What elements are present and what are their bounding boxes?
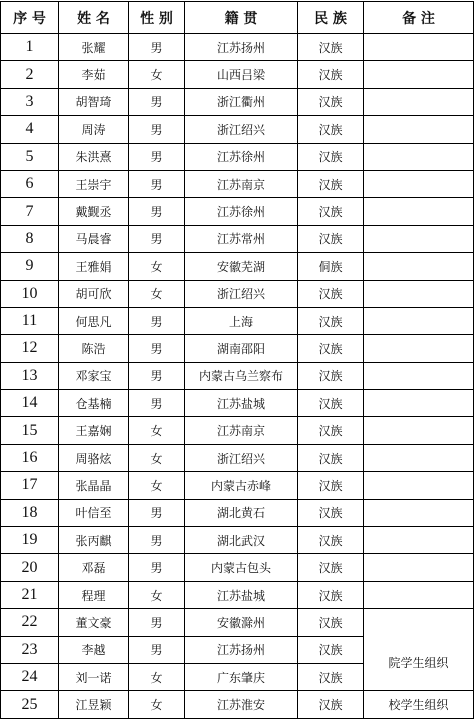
cell-gender: 男 [129, 307, 185, 334]
cell-index: 1 [1, 34, 59, 61]
table-row [1, 417, 474, 444]
cell-gender: 男 [129, 34, 185, 61]
table-row [1, 390, 474, 417]
cell-name: 王雅娟 [59, 253, 129, 280]
cell-index: 14 [1, 390, 59, 417]
cell-notes [364, 417, 474, 444]
cell-ethnicity: 汉族 [298, 116, 364, 143]
table-row [1, 581, 474, 608]
cell-name: 李越 [59, 636, 129, 663]
cell-name: 戴觐丞 [59, 198, 129, 225]
table-row [1, 472, 474, 499]
cell-gender: 女 [129, 280, 185, 307]
cell-ethnicity: 汉族 [298, 143, 364, 170]
table-row [1, 691, 474, 718]
cell-origin: 广东肇庆 [185, 663, 298, 690]
table-body [1, 34, 474, 719]
cell-name: 邓家宝 [59, 362, 129, 389]
table-row [1, 335, 474, 362]
cell-ethnicity: 汉族 [298, 198, 364, 225]
cell-notes [364, 444, 474, 471]
cell-ethnicity: 汉族 [298, 472, 364, 499]
cell-name: 董文豪 [59, 609, 129, 636]
cell-gender: 男 [129, 390, 185, 417]
cell-index: 22 [1, 609, 59, 636]
cell-origin: 浙江绍兴 [185, 280, 298, 307]
table-row [1, 499, 474, 526]
cell-index: 17 [1, 472, 59, 499]
cell-name: 张丙麒 [59, 527, 129, 554]
cell-gender: 男 [129, 88, 185, 115]
cell-ethnicity: 汉族 [298, 581, 364, 608]
cell-origin: 浙江衢州 [185, 88, 298, 115]
cell-index: 3 [1, 88, 59, 115]
header-row [1, 2, 474, 34]
cell-notes [364, 307, 474, 334]
cell-notes [364, 554, 474, 581]
cell-gender: 男 [129, 335, 185, 362]
cell-gender: 男 [129, 362, 185, 389]
cell-name: 胡可欣 [59, 280, 129, 307]
cell-name: 叶信至 [59, 499, 129, 526]
cell-ethnicity: 汉族 [298, 61, 364, 88]
table-row [1, 527, 474, 554]
cell-name: 周涛 [59, 116, 129, 143]
cell-origin: 内蒙古乌兰察布 [185, 362, 298, 389]
table-row [1, 609, 474, 636]
cell-origin: 江苏常州 [185, 225, 298, 252]
cell-ethnicity: 汉族 [298, 307, 364, 334]
cell-ethnicity: 汉族 [298, 417, 364, 444]
cell-ethnicity: 汉族 [298, 663, 364, 690]
header-gender: 性 别 [129, 2, 185, 34]
table-row [1, 362, 474, 389]
table-row [1, 143, 474, 170]
cell-ethnicity: 汉族 [298, 527, 364, 554]
cell-index: 5 [1, 143, 59, 170]
header-ethnicity: 民 族 [298, 2, 364, 34]
cell-origin: 江苏徐州 [185, 143, 298, 170]
cell-notes [364, 472, 474, 499]
cell-ethnicity: 汉族 [298, 390, 364, 417]
cell-origin: 湖南邵阳 [185, 335, 298, 362]
cell-notes [364, 362, 474, 389]
cell-ethnicity: 汉族 [298, 225, 364, 252]
cell-index: 25 [1, 691, 59, 718]
cell-name: 周骆炫 [59, 444, 129, 471]
cell-notes-group-a: 院学生组织 [364, 609, 474, 691]
cell-notes [364, 335, 474, 362]
cell-origin: 江苏盐城 [185, 390, 298, 417]
cell-gender: 男 [129, 170, 185, 197]
cell-origin: 安徽滁州 [185, 609, 298, 636]
cell-gender: 女 [129, 61, 185, 88]
cell-ethnicity: 汉族 [298, 444, 364, 471]
cell-index: 23 [1, 636, 59, 663]
cell-index: 18 [1, 499, 59, 526]
cell-index: 6 [1, 170, 59, 197]
table-row [1, 225, 474, 252]
cell-notes [364, 170, 474, 197]
cell-index: 4 [1, 116, 59, 143]
cell-ethnicity: 汉族 [298, 609, 364, 636]
cell-gender: 女 [129, 581, 185, 608]
cell-ethnicity: 侗族 [298, 253, 364, 280]
cell-name: 张耀 [59, 34, 129, 61]
header-origin: 籍 贯 [185, 2, 298, 34]
cell-index: 8 [1, 225, 59, 252]
cell-ethnicity: 汉族 [298, 636, 364, 663]
cell-name: 江昱颖 [59, 691, 129, 718]
cell-ethnicity: 汉族 [298, 170, 364, 197]
cell-origin: 江苏南京 [185, 417, 298, 444]
cell-name: 朱洪熹 [59, 143, 129, 170]
cell-name: 马晨睿 [59, 225, 129, 252]
table-row [1, 88, 474, 115]
cell-origin: 湖北黄石 [185, 499, 298, 526]
cell-origin: 安徽芜湖 [185, 253, 298, 280]
cell-index: 16 [1, 444, 59, 471]
table-header [1, 2, 474, 34]
cell-name: 邓磊 [59, 554, 129, 581]
cell-notes [364, 280, 474, 307]
table-row [1, 198, 474, 225]
table-row [1, 554, 474, 581]
cell-gender: 男 [129, 636, 185, 663]
cell-origin: 上海 [185, 307, 298, 334]
cell-notes [364, 225, 474, 252]
header-name: 姓 名 [59, 2, 129, 34]
cell-name: 何思凡 [59, 307, 129, 334]
cell-index: 11 [1, 307, 59, 334]
cell-origin: 山西吕梁 [185, 61, 298, 88]
cell-origin: 内蒙古包头 [185, 554, 298, 581]
header-index: 序 号 [1, 2, 59, 34]
cell-gender: 男 [129, 198, 185, 225]
cell-ethnicity: 汉族 [298, 362, 364, 389]
cell-index: 24 [1, 663, 59, 690]
cell-ethnicity: 汉族 [298, 691, 364, 718]
cell-index: 9 [1, 253, 59, 280]
cell-gender: 女 [129, 253, 185, 280]
cell-notes-group-b: 校学生组织 [364, 691, 474, 718]
cell-index: 21 [1, 581, 59, 608]
cell-name: 仓基楠 [59, 390, 129, 417]
cell-notes [364, 88, 474, 115]
cell-origin: 江苏扬州 [185, 636, 298, 663]
cell-index: 20 [1, 554, 59, 581]
cell-origin: 江苏徐州 [185, 198, 298, 225]
cell-ethnicity: 汉族 [298, 34, 364, 61]
cell-ethnicity: 汉族 [298, 335, 364, 362]
cell-index: 13 [1, 362, 59, 389]
cell-gender: 男 [129, 609, 185, 636]
cell-notes [364, 61, 474, 88]
table-row [1, 253, 474, 280]
cell-gender: 男 [129, 554, 185, 581]
cell-origin: 浙江绍兴 [185, 444, 298, 471]
cell-gender: 女 [129, 444, 185, 471]
table-row [1, 34, 474, 61]
table-row [1, 116, 474, 143]
cell-name: 王嘉娴 [59, 417, 129, 444]
cell-name: 李茹 [59, 61, 129, 88]
cell-ethnicity: 汉族 [298, 280, 364, 307]
cell-origin: 江苏盐城 [185, 581, 298, 608]
cell-gender: 女 [129, 472, 185, 499]
cell-name: 张晶晶 [59, 472, 129, 499]
cell-ethnicity: 汉族 [298, 554, 364, 581]
table-row [1, 307, 474, 334]
cell-name: 刘一诺 [59, 663, 129, 690]
cell-name: 胡智琦 [59, 88, 129, 115]
cell-index: 2 [1, 61, 59, 88]
cell-origin: 浙江绍兴 [185, 116, 298, 143]
cell-gender: 男 [129, 116, 185, 143]
cell-gender: 男 [129, 527, 185, 554]
cell-notes [364, 527, 474, 554]
cell-origin: 湖北武汉 [185, 527, 298, 554]
table-row [1, 444, 474, 471]
cell-name: 程理 [59, 581, 129, 608]
cell-gender: 男 [129, 225, 185, 252]
cell-notes [364, 390, 474, 417]
cell-index: 12 [1, 335, 59, 362]
table-row [1, 61, 474, 88]
cell-notes [364, 499, 474, 526]
cell-notes [364, 34, 474, 61]
cell-notes [364, 581, 474, 608]
table-row [1, 280, 474, 307]
cell-gender: 女 [129, 663, 185, 690]
cell-index: 19 [1, 527, 59, 554]
cell-notes [364, 143, 474, 170]
cell-origin: 江苏扬州 [185, 34, 298, 61]
header-notes: 备 注 [364, 2, 474, 34]
cell-name: 王崇宇 [59, 170, 129, 197]
cell-name: 陈浩 [59, 335, 129, 362]
cell-index: 7 [1, 198, 59, 225]
roster-table [0, 1, 474, 719]
cell-ethnicity: 汉族 [298, 88, 364, 115]
cell-gender: 女 [129, 417, 185, 444]
cell-origin: 江苏淮安 [185, 691, 298, 718]
cell-notes [364, 253, 474, 280]
cell-notes [364, 116, 474, 143]
cell-gender: 女 [129, 691, 185, 718]
cell-origin: 内蒙古赤峰 [185, 472, 298, 499]
cell-origin: 江苏南京 [185, 170, 298, 197]
cell-index: 15 [1, 417, 59, 444]
cell-gender: 男 [129, 143, 185, 170]
table-row [1, 170, 474, 197]
cell-index: 10 [1, 280, 59, 307]
cell-ethnicity: 汉族 [298, 499, 364, 526]
cell-notes [364, 198, 474, 225]
cell-gender: 男 [129, 499, 185, 526]
